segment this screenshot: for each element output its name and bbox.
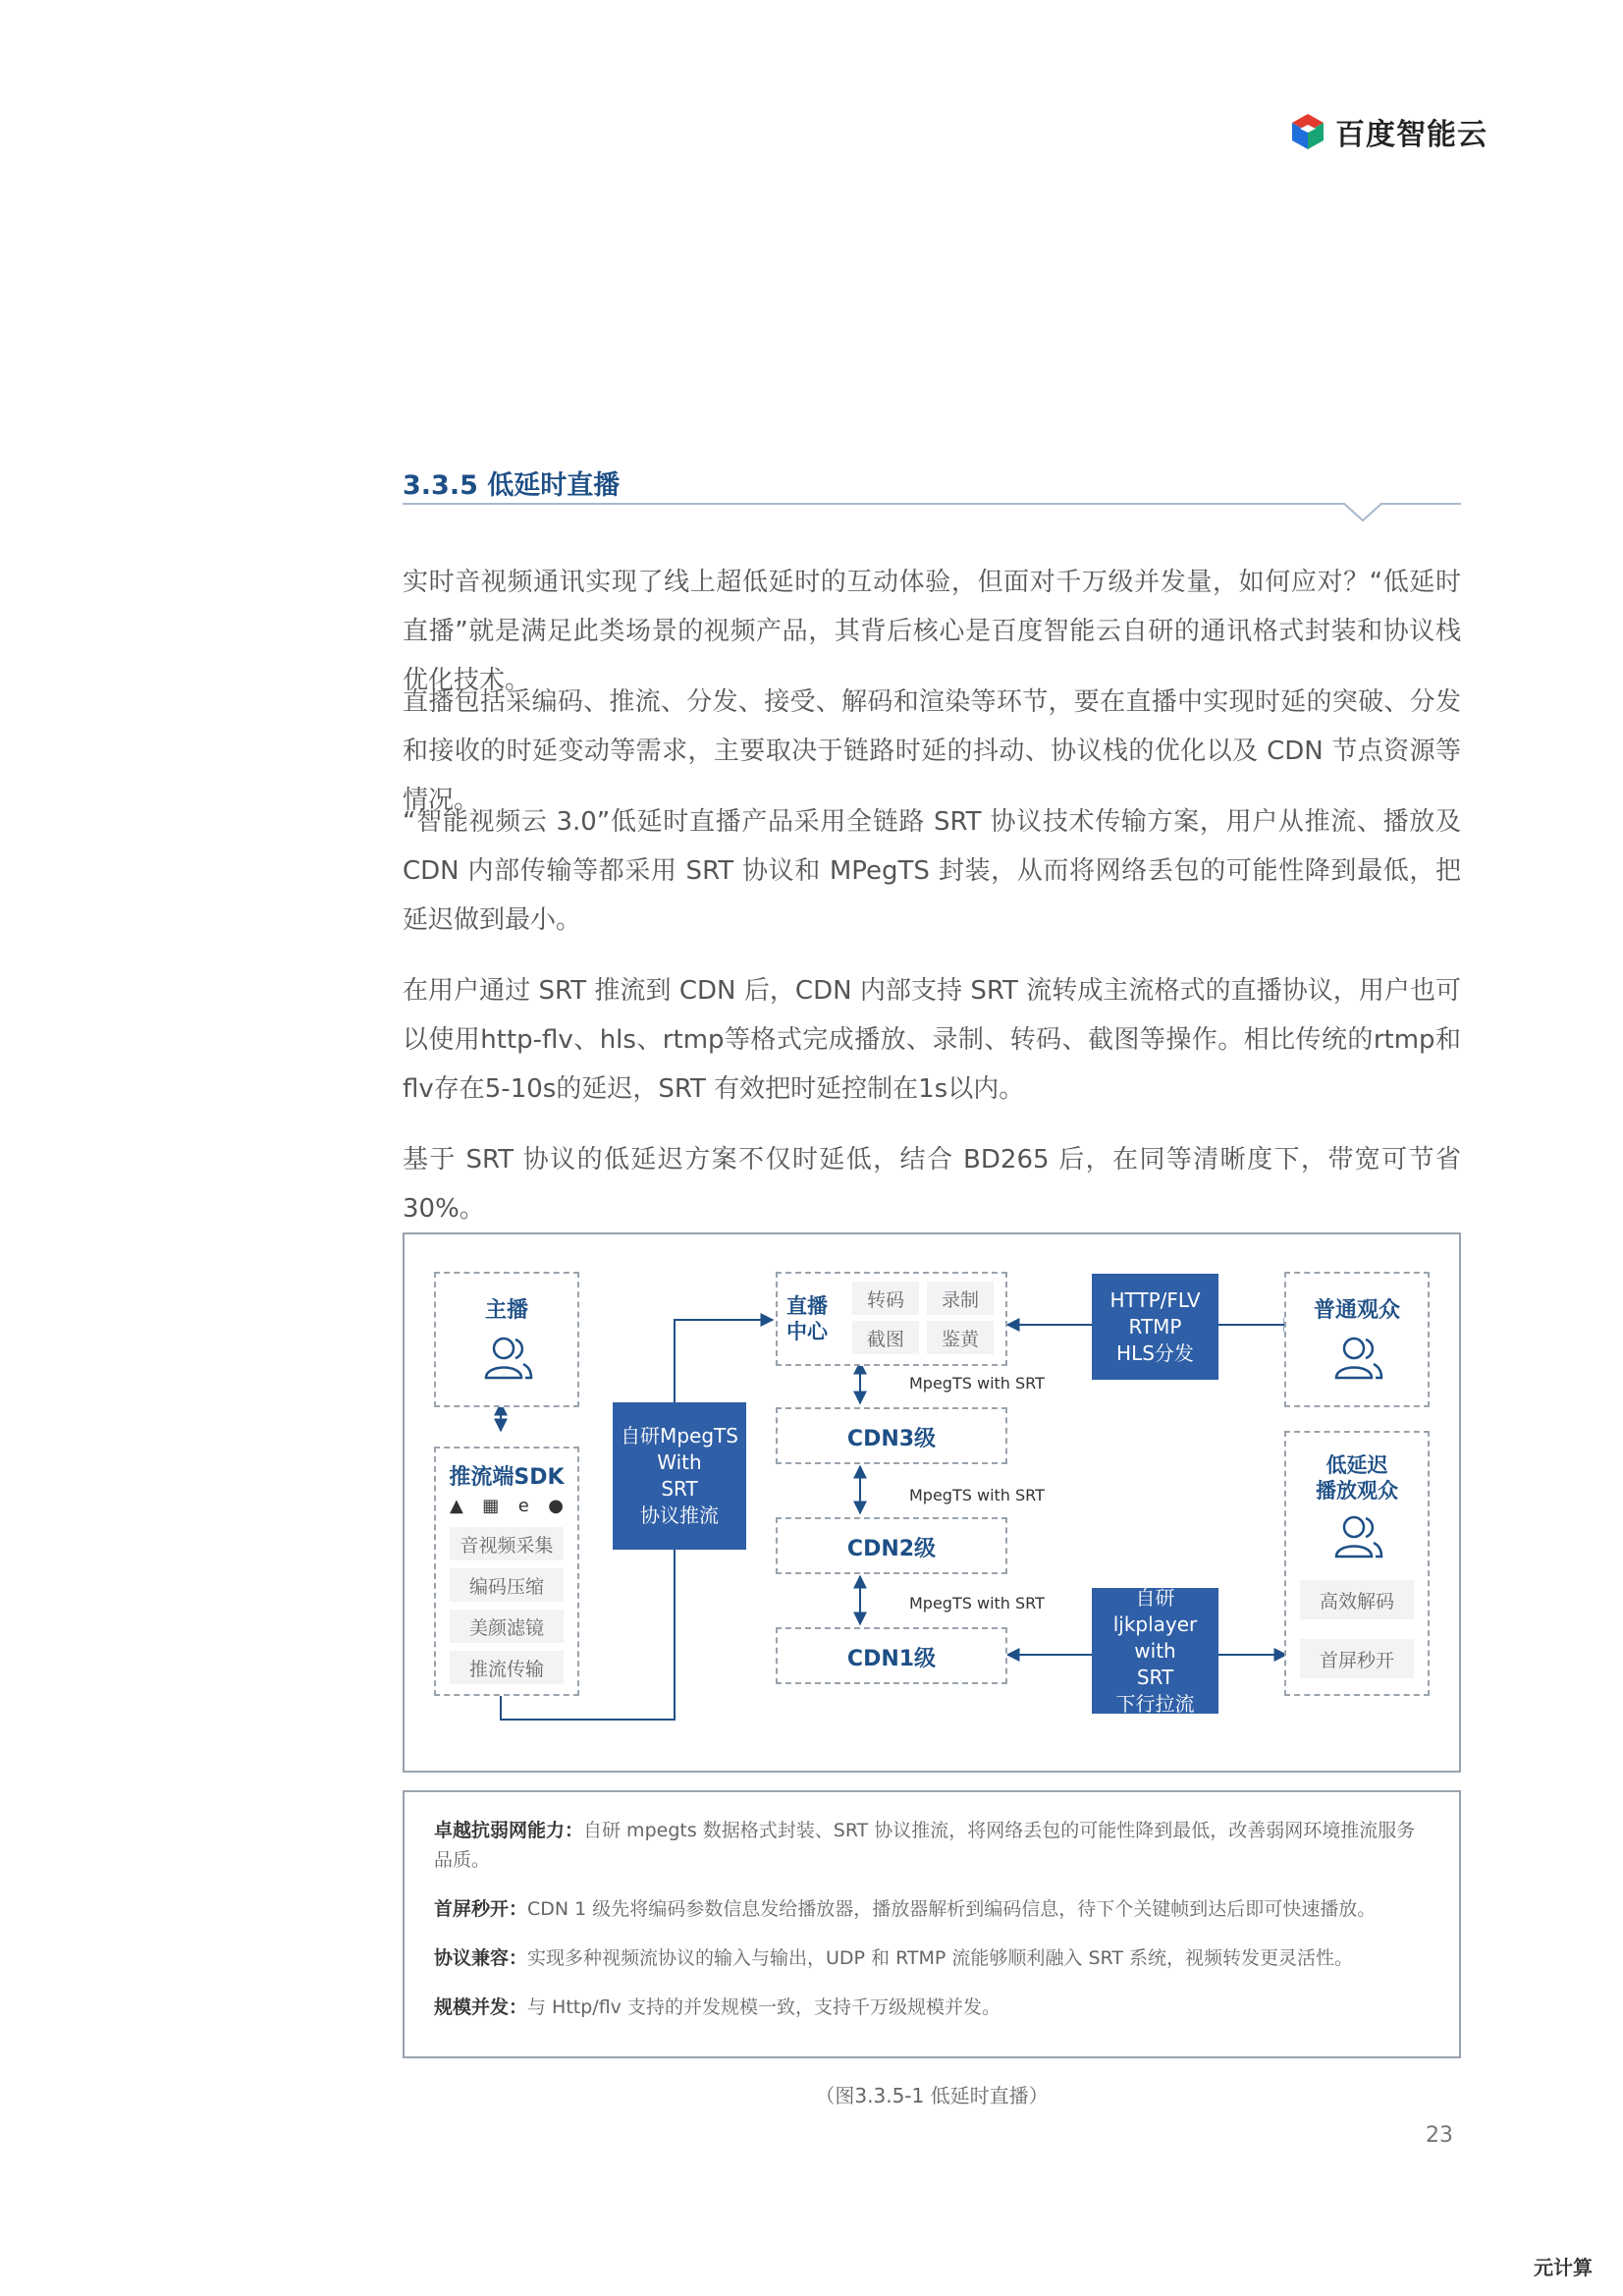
apple-icon: ●	[548, 1496, 564, 1516]
anchor-title: 主播	[484, 1298, 528, 1323]
viewer-feature-chip: 首屏秒开	[1300, 1639, 1414, 1678]
cdn-level-3-label: CDN3级	[846, 1427, 937, 1451]
brand-name: 百度智能云	[1335, 118, 1488, 152]
sdk-item: 美颜滤镜	[450, 1610, 564, 1643]
paragraph-5: 基于 SRT 协议的低延迟方案不仅时延低，结合 BD265 后，在同等清晰度下，带宽可节省 30%。	[403, 1145, 1461, 1224]
mpegts-srt-push-box: 自研MpegTS With SRT 协议推流	[613, 1402, 746, 1550]
low-latency-viewers-title: 低延迟 播放观众	[1316, 1453, 1398, 1503]
feature-item	[434, 1943, 1434, 1973]
cdn-level-2-box	[776, 1517, 1007, 1574]
live-center-chip: 鉴黄	[927, 1321, 994, 1354]
viewer-feature-chip: 高效解码	[1300, 1580, 1414, 1619]
feature-label: 规模并发：	[434, 1996, 528, 2018]
paragraph-1: 实时音视频通讯实现了线上超低延时的互动体验，但面对千万级并发量，如何应对？“低延时直播”就是满足此类场景的视频产品，其背后核心是百度智能云自研的通讯格式封装和协议栈优化技术。	[403, 568, 1461, 695]
protocol-label: MpegTS with SRT	[909, 1486, 1045, 1504]
live-center-chip: 录制	[927, 1282, 994, 1315]
live-center-chip: 截图	[852, 1321, 919, 1354]
section-title: 3.3.5 低延时直播	[403, 470, 621, 501]
cdn-level-1-box	[776, 1627, 1007, 1684]
feature-label: 首屏秒开：	[434, 1898, 528, 1920]
figure-caption: （图3.3.5-1 低延时直播）	[815, 2084, 1049, 2107]
feature-text: CDN 1 级先将编码参数信息发给播放器，播放器解析到编码信息，待下个关键帧到达后即可快速播放。	[527, 1898, 1377, 1920]
paragraph-4: 在用户通过 SRT 推流到 CDN 后，CDN 内部支持 SRT 流转成主流格式的直播协议，用户也可以使用http-flv、hls、rtmp等格式完成播放、录制、转码、截图等操作。相比传统的rtmp和flv存在5-10s的延迟，SRT 有效把时延控制在1s以内。	[403, 976, 1461, 1104]
paragraph-3: “智能视频云 3.0”低延时直播产品采用全链路 SRT 协议技术传输方案，用户从推流、播放及 CDN 内部传输等都采用 SRT 协议和 MPegTS 封装，从而将网络丢包的可能性降到最低，把延迟做到最小。	[403, 807, 1461, 935]
feature-label: 协议兼容：	[434, 1947, 528, 1969]
brand-logo	[1288, 110, 1488, 153]
feature-text: 与 Http/flv 支持的并发规模一致，支持千万级规模并发。	[527, 1996, 1001, 2018]
push-sdk-box	[434, 1447, 579, 1696]
cdn-level-2-label: CDN2级	[846, 1537, 937, 1561]
ijkplayer-srt-pull-box: 自研 ljkplayer with SRT 下行拉流	[1092, 1588, 1218, 1714]
normal-viewers-people-icon	[1330, 1335, 1383, 1382]
windows-icon: ▦	[482, 1496, 500, 1516]
feature-text: 实现多种视频流协议的输入与输出，UDP 和 RTMP 流能够顺利融入 SRT 系统，视频转发更灵活性。	[527, 1947, 1353, 1969]
title-notch-decoration	[1343, 503, 1382, 522]
anchor-box	[434, 1272, 579, 1407]
title-divider	[403, 503, 1461, 505]
feature-item	[434, 1894, 1434, 1924]
live-center-title: 直播 中心	[786, 1294, 828, 1343]
low-latency-viewers-people-icon	[1330, 1513, 1383, 1560]
ie-icon: e	[517, 1496, 529, 1516]
low-latency-architecture-diagram	[403, 1232, 1461, 1773]
feature-description-box	[403, 1790, 1461, 2058]
push-sdk-title: 推流端SDK	[449, 1465, 565, 1490]
normal-viewers-box	[1284, 1272, 1430, 1407]
android-icon: ▲	[450, 1496, 463, 1516]
sdk-item: 编码压缩	[450, 1568, 564, 1602]
live-center-box	[776, 1272, 1007, 1366]
feature-text: 自研 mpegts 数据格式封装、SRT 协议推流，将网络丢包的可能性降到最低，改善弱网环境推流服务品质。	[434, 1820, 1416, 1871]
paragraph-2: 直播包括采编码、推流、分发、接受、解码和渲染等环节，要在直播中实现时延的突破、分发和接收的时延变动等需求，主要取决于链路时延的抖动、协议栈的优化以及 CDN 节点资源等情况。	[403, 687, 1461, 815]
cdn-level-1-label: CDN1级	[846, 1647, 937, 1671]
sdk-item: 音视频采集	[450, 1527, 564, 1560]
page-number: 23	[1426, 2123, 1453, 2148]
anchor-people-icon	[480, 1335, 533, 1382]
feature-label: 卓越抗弱网能力：	[434, 1820, 584, 1841]
low-latency-viewers-box	[1284, 1431, 1430, 1696]
http-flv-distribution-box: HTTP/FLV RTMP HLS分发	[1092, 1274, 1218, 1380]
watermark-text: 元计算	[1534, 2256, 1593, 2279]
live-center-chip: 转码	[852, 1282, 919, 1315]
platform-icons-row	[450, 1496, 564, 1516]
feature-item	[434, 1993, 1434, 2022]
cdn-level-3-box	[776, 1407, 1007, 1464]
normal-viewers-title: 普通观众	[1313, 1298, 1400, 1323]
feature-item	[434, 1816, 1434, 1875]
sdk-item: 推流传输	[450, 1651, 564, 1684]
baidu-cloud-cube-icon	[1288, 112, 1327, 151]
protocol-label: MpegTS with SRT	[909, 1374, 1045, 1393]
protocol-label: MpegTS with SRT	[909, 1594, 1045, 1613]
